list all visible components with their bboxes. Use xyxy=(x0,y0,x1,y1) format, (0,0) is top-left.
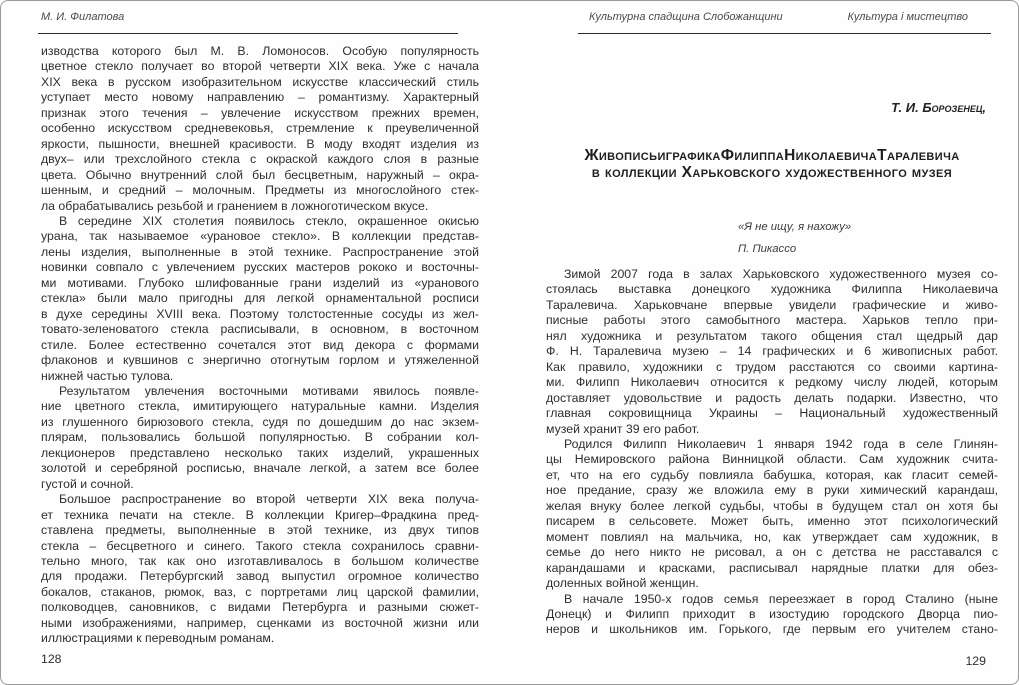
text-line: ла обрабатывались резьбой и гранением в ложноготическом вкусе. xyxy=(41,198,429,213)
article-title-line1: ЖивописьиграфикаФилиппаНиколаевичаТаралевича xyxy=(584,147,960,164)
epigraph-author: П. Пикассо xyxy=(738,243,797,255)
text-line: тельно много, так как оно изготавливалось в большом количестве xyxy=(41,553,479,568)
text-line: иллюстрациями к переводным романам. xyxy=(41,631,275,646)
text-line: доленных войной женщин. xyxy=(546,576,699,591)
text-line: ми. Филипп Николаевич относится к редкому числу людей, которым xyxy=(546,375,998,390)
header-rule xyxy=(578,33,991,34)
text-line: XIX века в русском изобразительном искусстве классический стиль xyxy=(41,74,479,89)
text-line: Зимой 2007 года в залах Харьковского художественного музея со- xyxy=(564,267,998,281)
text-line: доставляет удовольствие и радость делать подарки. Известно, что xyxy=(546,390,998,405)
text-line: густой и сочной. xyxy=(41,476,134,491)
text-line: двух– или трехслойного стекла с окраской каждого слоя в разные xyxy=(41,152,479,167)
running-header-series: Культурна спадщина Слобожанщини xyxy=(589,11,783,23)
body-text-right xyxy=(546,267,998,638)
text-line: новинки совпало с увлечением русских мастеров рококо и восточны- xyxy=(41,260,479,275)
text-line: для продажи. Петербургский завод выпустил огромное количество xyxy=(41,569,479,584)
text-line: шенным, и средний – молочным. Предметы из многослойного стек- xyxy=(41,183,479,198)
page-number-right: 129 xyxy=(965,654,986,668)
text-line: плярам, пользовались большой популярностью. В собрании кол- xyxy=(41,430,479,445)
text-line: стекла» были мало пригодны для легкой орнаментальной росписи xyxy=(41,291,479,306)
text-line: Родился Филипп Николаевич 1 января 1942 года в селе Глинян- xyxy=(564,436,998,451)
text-line: цы Немировского района Винницкой области. Сам художник счита- xyxy=(546,452,998,467)
text-line: из глушенного бирюзового стекла, судя по дошедшим до нас экзем- xyxy=(41,414,479,429)
left-page xyxy=(41,1,479,684)
text-line: писные работы этого самобытного мастера. Харьков тепло при- xyxy=(546,313,998,328)
text-line: нижней частью тулова. xyxy=(41,368,174,383)
text-line: главная сокровищница Украины – Национальный художественный xyxy=(546,406,998,421)
text-line: стоялась выставка донецкого художника Филиппа Николаевича xyxy=(546,282,998,297)
text-line: ное предание, сразу же вложила ему в руки химический карандаш, xyxy=(546,483,998,498)
text-line: признак этого течения – увлечение искусством прежних времен, xyxy=(41,105,479,120)
text-line: изводства которого был М. В. Ломоносов. Особую популярность xyxy=(41,44,479,58)
text-line: в духе середины XVIII века. Поэтому толстостенные сосуды из жел- xyxy=(41,306,479,321)
text-line: Большое распространение во второй четверти XIX века получа- xyxy=(59,492,479,507)
text-line: В начале 1950-х годов семья переезжает в город Сталино (ныне xyxy=(564,591,998,606)
text-line: товато-зеленоватого стекла расписывали, в основном, в восточном xyxy=(41,322,479,337)
text-line: семье до него никто не рисовал, а он с детства не расставался с xyxy=(546,545,998,560)
body-text-left xyxy=(41,44,479,647)
right-page xyxy=(546,1,998,684)
text-line: писарем в сельсовете. Может быть, именно этот психологический xyxy=(546,514,998,529)
text-line: цвета. Обычно внутренний слой был бесцветным, наружный – окра- xyxy=(41,167,479,182)
text-line: В середине XIX столетия появилось стекло, окрашенное окисью xyxy=(59,213,479,228)
text-line: нял художника и результатом такого общения стал щедрый дар xyxy=(546,328,998,343)
text-line: Донецк) и Филипп приходит в изостудию городского Дворца пио- xyxy=(546,606,998,621)
running-header-section: Культура і мистецтво xyxy=(847,11,968,23)
text-line: ет, что на его судьбу повлияла бабушка, которая, как гласит семей- xyxy=(546,467,998,482)
text-line: Ф. Н. Таралевича музею – 14 графических и 6 живописных работ. xyxy=(546,344,998,359)
text-line: момент повлиял на мальчика, но, как утверждает сам художник, в xyxy=(546,529,998,544)
text-line: уступает место новому направлению – романтизму. Характерный xyxy=(41,90,479,105)
text-line: музей хранит 39 его работ. xyxy=(546,421,700,436)
text-line: ние цветного стекла, имитирующего натуральные камни. Изделия xyxy=(41,399,479,414)
text-line: ными изображениями, например, сценками из восточной жизни или xyxy=(41,615,479,630)
text-line: стекла – бесцветного и синего. Такого стекла сохранилось сравни- xyxy=(41,538,479,553)
text-line: ет техника печати на стекле. В коллекции Кригер–Фрадкина пред- xyxy=(41,507,479,522)
text-line: неров и школьников им. Горького, где первым его учителем стано- xyxy=(546,622,998,637)
text-line: бокалов, стаканов, рюмок, ваз, с портретами лиц царской фамилии, xyxy=(41,584,479,599)
text-line: флаконов и кувшинов с энергично отогнутым горлом и утяжеленной xyxy=(41,353,479,368)
text-line: золотой и серебряной росписью, вначале легкой, а затем все более xyxy=(41,461,479,476)
epigraph xyxy=(738,216,851,260)
article-title xyxy=(546,147,998,181)
text-line: стиле. Более естественно сочетался этот вид декора с формами xyxy=(41,337,479,352)
page-number-left: 128 xyxy=(41,652,62,666)
text-line: Результатом увлечения восточными мотивами явилось появле- xyxy=(59,383,479,398)
text-line: карандашами и красками, расписывал нарядные платки для обез- xyxy=(546,560,998,575)
text-line: Как правило, художники с трудом расстаются со своими картина- xyxy=(546,359,998,374)
text-line: особенно искусством средневековья, стремление к преувеличенной xyxy=(41,121,479,136)
text-line: яркости, пышности, внешней красивости. В моду входят изделия из xyxy=(41,136,479,151)
text-line: полководцев, сановников, с видами Петербурга и разными сюжет- xyxy=(41,600,479,615)
text-line: желая внуку более легкой судьбы, чтобы в будущем стал он хотя бы xyxy=(546,498,998,513)
text-line: ми мотивами. Глубоко шлифованные грани изделий из «уранового xyxy=(41,275,479,290)
text-line: лекционеров представлено несколько таких изделий, украшенных xyxy=(41,445,479,460)
epigraph-quote: «Я не ищу, я нахожу» xyxy=(738,221,852,233)
article-title-line2: в коллекции Харьковского художественного музея xyxy=(591,164,953,181)
text-line: Таралевича. Харьковчане впервые увидели графические и живо- xyxy=(546,297,998,312)
text-line: цветное стекло получает во второй четверти XIX века. Уже с начала xyxy=(41,59,479,74)
running-header-author: М. И. Филатова xyxy=(41,11,125,23)
article-author: Т. И. Борозенец, xyxy=(891,100,986,115)
text-line: урана, так называемое «урановое стекло». В коллекции представ- xyxy=(41,229,479,244)
header-rule xyxy=(38,33,458,34)
text-line: лены изделия, выполненные в этой технике. Распространение этой xyxy=(41,244,479,259)
running-header-left xyxy=(41,11,479,23)
text-line: ставлена предметы, выполненные в этой технике, из двух типов xyxy=(41,523,479,538)
